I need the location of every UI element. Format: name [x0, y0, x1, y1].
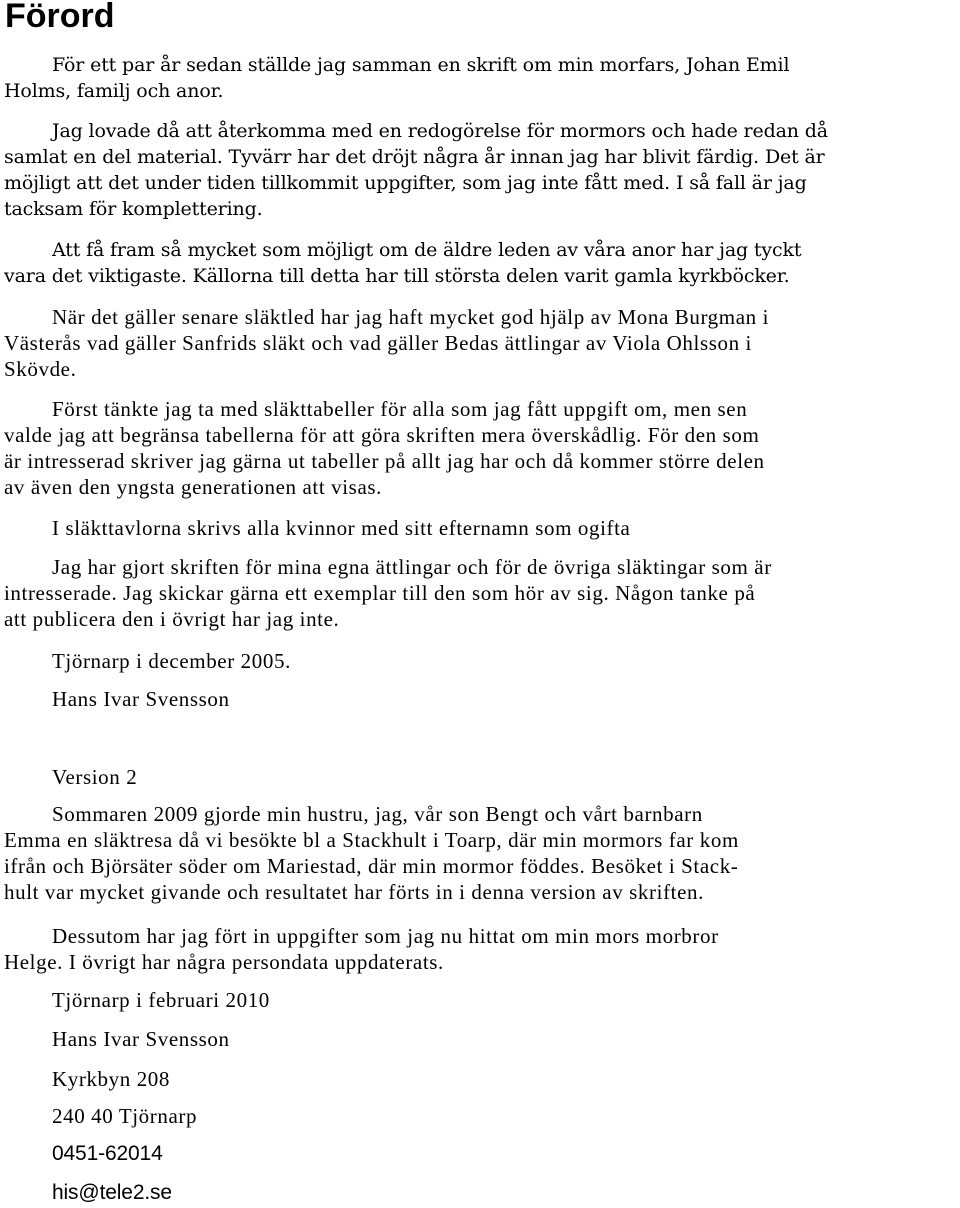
- text-line: att publicera den i övrigt har jag inte.: [4, 607, 340, 631]
- page-title: Förord: [5, 0, 115, 35]
- version-paragraph-2: [4, 923, 956, 975]
- text-line: Tjörnarp i februari 2010: [52, 988, 270, 1012]
- version-heading: [4, 764, 956, 790]
- paragraph-5: [4, 396, 956, 500]
- text-line: Först tänkte jag ta med släkttabeller för alla som jag fått uppgift om, men sen: [52, 397, 748, 421]
- version-paragraph-1: [4, 801, 956, 905]
- text-line: hult var mycket givande och resultatet har förts in i denna version av skriften.: [4, 880, 704, 904]
- text-line: Tjörnarp i december 2005.: [52, 649, 291, 673]
- signature-name-2005: [4, 686, 956, 712]
- text-line: I släkttavlorna skrivs alla kvinnor med sitt efternamn som ogifta: [52, 516, 631, 540]
- text-line: 0451-62014: [52, 1142, 163, 1165]
- text-line: intresserade. Jag skickar gärna ett exemplar till den som hör av sig. Någon tanke på: [4, 581, 756, 605]
- text-line: För ett par år sedan ställde jag samman en skrift om min morfars, Johan Emil: [52, 54, 790, 76]
- text-line: Version 2: [52, 765, 138, 789]
- text-line: vara det viktigaste. Källorna till detta har till största delen varit gamla kyrkböcker.: [4, 265, 790, 287]
- contact-email: [4, 1180, 956, 1206]
- text-line: Dessutom har jag fört in uppgifter som jag nu hittat om min mors morbror: [52, 924, 719, 948]
- signature-date-2010: [4, 987, 956, 1013]
- text-line: Hans Ivar Svensson: [52, 1027, 230, 1051]
- text-line: samlat en del material. Tyvärr har det dröjt några år innan jag har blivit färdig. Det är: [4, 146, 825, 168]
- email-text: his@tele2.se: [52, 1181, 172, 1204]
- text-line: Kyrkbyn 208: [52, 1067, 171, 1091]
- signature-name-2010: [4, 1026, 956, 1052]
- text-line: valde jag att begränsa tabellerna för att göra skriften mera överskådlig. För den som: [4, 423, 760, 447]
- text-line: Västerås vad gäller Sanfrids släkt och vad gäller Bedas ättlingar av Viola Ohlsson i: [4, 331, 752, 355]
- text-line: Skövde.: [4, 357, 77, 381]
- text-line: möjligt att det under tiden tillkommit uppgifter, som jag inte fått med. I så fall är jag: [4, 172, 807, 194]
- address-postal: [4, 1103, 956, 1129]
- text-line: Sommaren 2009 gjorde min hustru, jag, vår son Bengt och vårt barnbarn: [52, 802, 703, 826]
- paragraph-7: [4, 554, 956, 632]
- address-street: [4, 1066, 956, 1092]
- text-line: ifrån och Björsäter söder om Mariestad, där min mormor föddes. Besöket i Stack-: [4, 854, 739, 878]
- text-line: är intresserad skriver jag gärna ut tabeller på allt jag har och då kommer större delen: [4, 449, 765, 473]
- text-line: av även den yngsta generationen att visas.: [4, 475, 382, 499]
- text-line: Jag har gjort skriften för mina egna ättlingar och för de övriga släktingar som är: [52, 555, 772, 579]
- paragraph-1: [4, 52, 956, 104]
- text-line: 240 40 Tjörnarp: [52, 1104, 198, 1128]
- text-line: När det gäller senare släktled har jag haft mycket god hjälp av Mona Burgman i: [52, 305, 770, 329]
- text-line: Holms, familj och anor.: [4, 80, 224, 102]
- text-line: Helge. I övrigt har några persondata uppdaterats.: [4, 950, 444, 974]
- paragraph-2: [4, 118, 956, 222]
- signature-date-2005: [4, 648, 956, 674]
- text-line: tacksam för komplettering.: [4, 198, 263, 220]
- paragraph-3: [4, 237, 956, 289]
- paragraph-6: [4, 515, 956, 541]
- text-line: Att få fram så mycket som möjligt om de äldre leden av våra anor har jag tyckt: [52, 239, 802, 261]
- paragraph-4: [4, 304, 956, 382]
- text-line: Emma en släktresa då vi besökte bl a Stackhult i Toarp, där min mormors far kom: [4, 828, 739, 852]
- text-line: Hans Ivar Svensson: [52, 687, 230, 711]
- contact-phone: [4, 1141, 956, 1167]
- text-line: Jag lovade då att återkomma med en redogörelse för mormors och hade redan då: [52, 120, 828, 142]
